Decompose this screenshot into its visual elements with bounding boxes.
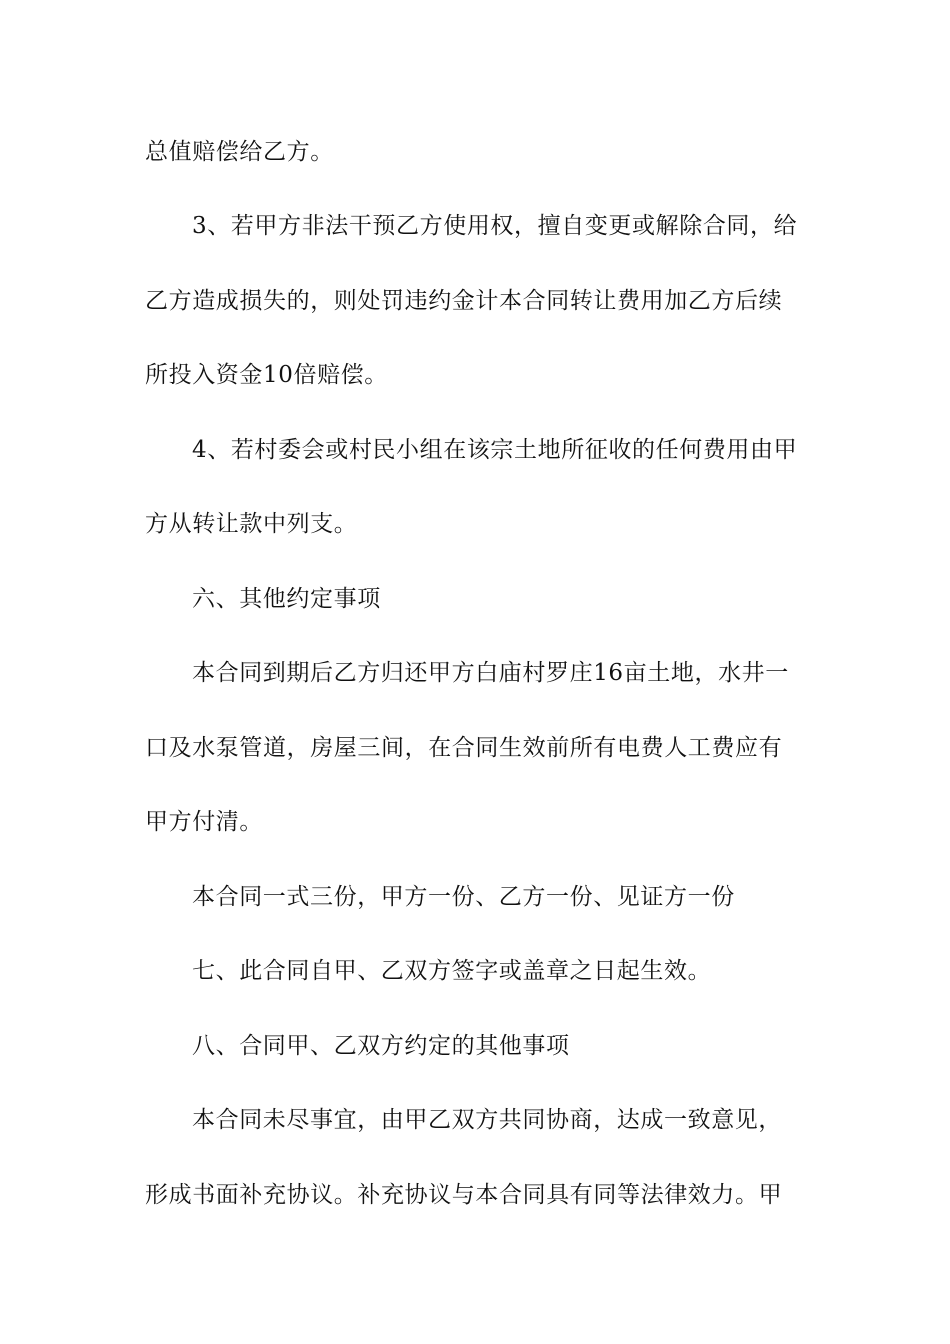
section-heading: 六、其他约定事项 [192,586,381,612]
section-heading: 七、此合同自甲、乙双方签字或盖章之日起生效。 [192,958,712,984]
paragraph-line: 本合同未尽事宜，由甲乙双方共同协商，达成一致意见， [192,1107,782,1133]
paragraph-line: 本合同到期后乙方归还甲方白庙村罗庄16亩土地，水井一 [192,660,789,686]
paragraph-line: 乙方造成损失的，则处罚违约金计本合同转让费用加乙方后续 [145,288,783,314]
paragraph-line: 所投入资金10倍赔偿。 [145,362,388,388]
paragraph-line: 方从转让款中列支。 [145,511,358,537]
section-heading: 八、合同甲、乙双方约定的其他事项 [192,1033,570,1059]
paragraph-line: 3、若甲方非法干预乙方使用权，擅自变更或解除合同，给 [192,213,798,239]
paragraph-line: 总值赔偿给乙方。 [145,139,334,165]
paragraph-line: 甲方付清。 [145,809,263,835]
paragraph-line: 口及水泵管道，房屋三间，在合同生效前所有电费人工费应有 [145,735,783,761]
paragraph-line: 形成书面补充协议。补充协议与本合同具有同等法律效力。甲 [145,1182,783,1208]
paragraph-line: 4、若村委会或村民小组在该宗土地所征收的任何费用由甲 [192,437,798,463]
paragraph-line: 本合同一式三份，甲方一份、乙方一份、见证方一份 [192,884,735,910]
